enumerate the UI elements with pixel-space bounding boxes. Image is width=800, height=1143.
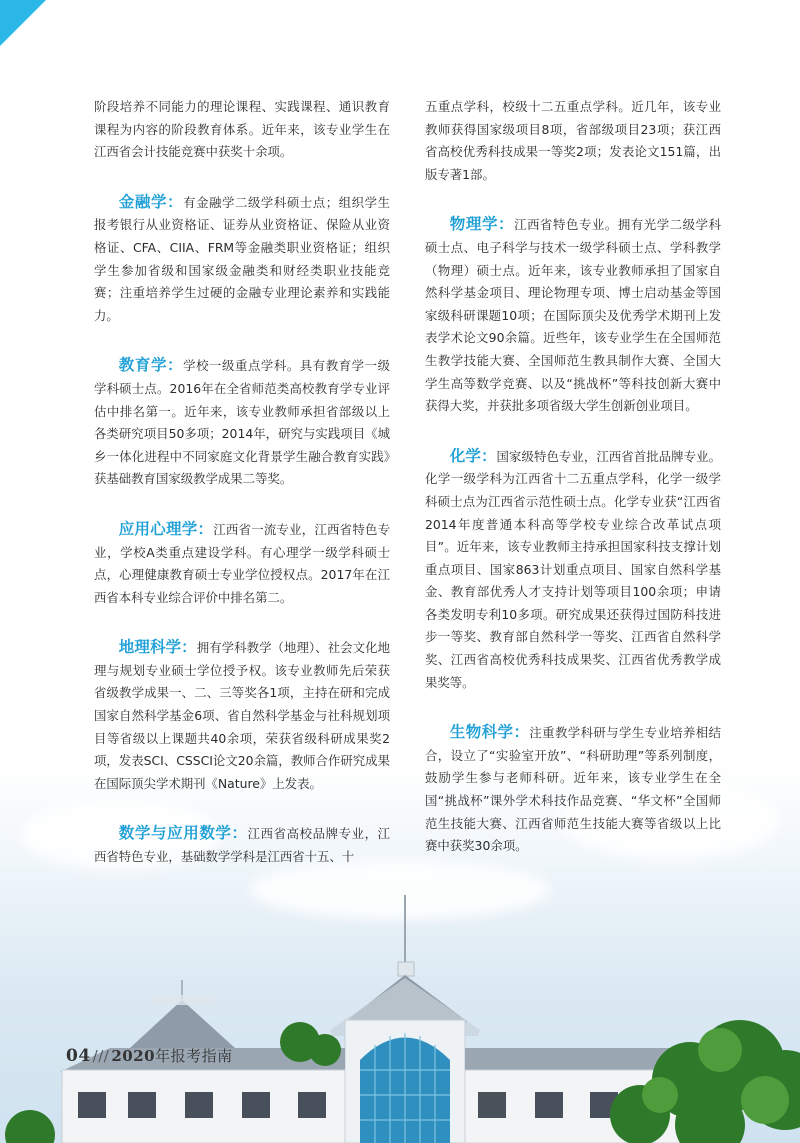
right-column — [425, 96, 721, 858]
section-heading: 金融学： — [118, 192, 184, 211]
section-applied-psychology — [94, 518, 390, 609]
section-heading: 物理学： — [449, 215, 515, 234]
left-intro-paragraph: 阶段培养不同能力的理论课程、实践课程、通识教育课程为内容的阶段教育体系。近年来，该专业学生在江西省会计技能竞赛中获奖十余项。 — [94, 99, 390, 160]
footer-year: 2020 — [111, 1047, 156, 1065]
left-column — [94, 96, 390, 869]
section-geography — [94, 636, 390, 795]
footer-divider: /// — [92, 1047, 110, 1065]
section-heading: 教育学： — [118, 356, 184, 375]
page-number: 04 — [66, 1046, 91, 1066]
section-text: 拥有学科教学（地理）、社会文化地理与规划专业硕士学位授予权。该专业教师先后荣获省级教学成果一、二、三等奖各1项，主持在研和完成国家自然科学基金6项、省自然科学基金与社科规划项目等省级以上课题共40余项，荣获省级科研成果奖2项，发表SCI、CSSCI论文20余篇，教师合作研究成果在国际顶尖学术期刊《Nature》上发表。 — [94, 640, 390, 791]
section-chemistry — [425, 445, 721, 695]
section-text: 学校一级重点学科。具有教育学一级学科硕士点。2016年在全省师范类高校教育学专业评估中排名第一。近年来，该专业教师承担省部级以上各类研究项目50多项；2014年，研究与实践项目《城乡一体化进程中不同家庭文化背景学生融合教育实践》获基础教育国家级教学成果二等奖。 — [94, 358, 390, 487]
section-text: 有金融学二级学科硕士点；组织学生报考银行从业资格证、证券从业资格证、保险从业资格证、CFA、CIIA、FRM等金融类职业资格证；组织学生参加省级和国家级金融类和财经类职业技能竞赛；注重培养学生过硬的金融专业理论素养和实践能力。 — [94, 194, 390, 323]
section-text: 注重教学科研与学生专业培养相结合，设立了“实验室开放”、“科研助理”等系列制度，鼓励学生参与老师科研。近年来，该专业学生在全国“挑战杯”课外学术科技作品竞赛、“华文杯”全国师范生技能大赛、江西省师范生技能大赛等省级以上比赛中获奖30余项。 — [425, 725, 721, 854]
page-footer — [66, 1045, 233, 1066]
section-finance — [94, 191, 390, 328]
section-mathematics — [94, 822, 390, 868]
footer-guide-title: 年报考指南 — [155, 1047, 233, 1065]
section-biology — [425, 721, 721, 858]
section-education — [94, 354, 390, 491]
section-text: 江西省一流专业，江西省特色专业，学校A类重点建设学科。有心理学一级学科硕士点，心理健康教育硕士专业学位授权点。2017年在江西省本科专业综合评价中排名第二。 — [94, 521, 390, 605]
section-heading: 化学： — [449, 446, 497, 465]
section-heading: 应用心理学： — [118, 519, 214, 538]
right-intro-paragraph: 五重点学科，校级十二五重点学科。近几年，该专业教师获得国家级项目8项，省部级项目23项；获江西省高校优秀科技成果一等奖2项；发表论文151篇，出版专著1部。 — [425, 99, 721, 182]
section-text: 江西省特色专业。拥有光学二级学科硕士点、电子科学与技术一级学科硕士点、学科教学（物理）硕士点。近年来，该专业教师承担了国家自然科学基金项目、理论物理专项、博士启动基金等国家级科研课题10项；在国际顶尖及优秀学术期刊上发表学术论文90余篇。近些年，该专业学生在全国师范生教学技能大赛、全国师范生教具制作大赛、全国大学生高等数学竞赛、以及“挑战杯”等科技创新大赛中获得大奖，并获批多项省级大学生创新创业项目。 — [425, 217, 721, 414]
section-heading: 地理科学： — [118, 638, 197, 657]
section-text: 江西省高校品牌专业，江西省特色专业，基础数学学科是江西省十五、十 — [94, 826, 390, 865]
section-physics — [425, 213, 721, 417]
section-text: 国家级特色专业，江西省首批品牌专业。化学一级学科为江西省十二五重点学科，化学一级学科硕士点为江西省示范性硕士点。化学专业获“江西省2014年度普通本科高等学校专业综合改革试点项目”。近年来，该专业教师主持承担国家科技支撑计划重点项目、国家863计划重点项目、国家自然科学基金、教育部优秀人才支持计划等项目100余项；申请各类发明专利10多项。研究成果还获得过国防科技进步一等奖、教育部自然科学一等奖、江西省自然科学奖、江西省高校优秀科技成果奖、江西省优秀教学成果奖等。 — [425, 448, 721, 690]
section-heading: 数学与应用数学： — [118, 824, 248, 843]
section-heading: 生物科学： — [449, 723, 530, 742]
